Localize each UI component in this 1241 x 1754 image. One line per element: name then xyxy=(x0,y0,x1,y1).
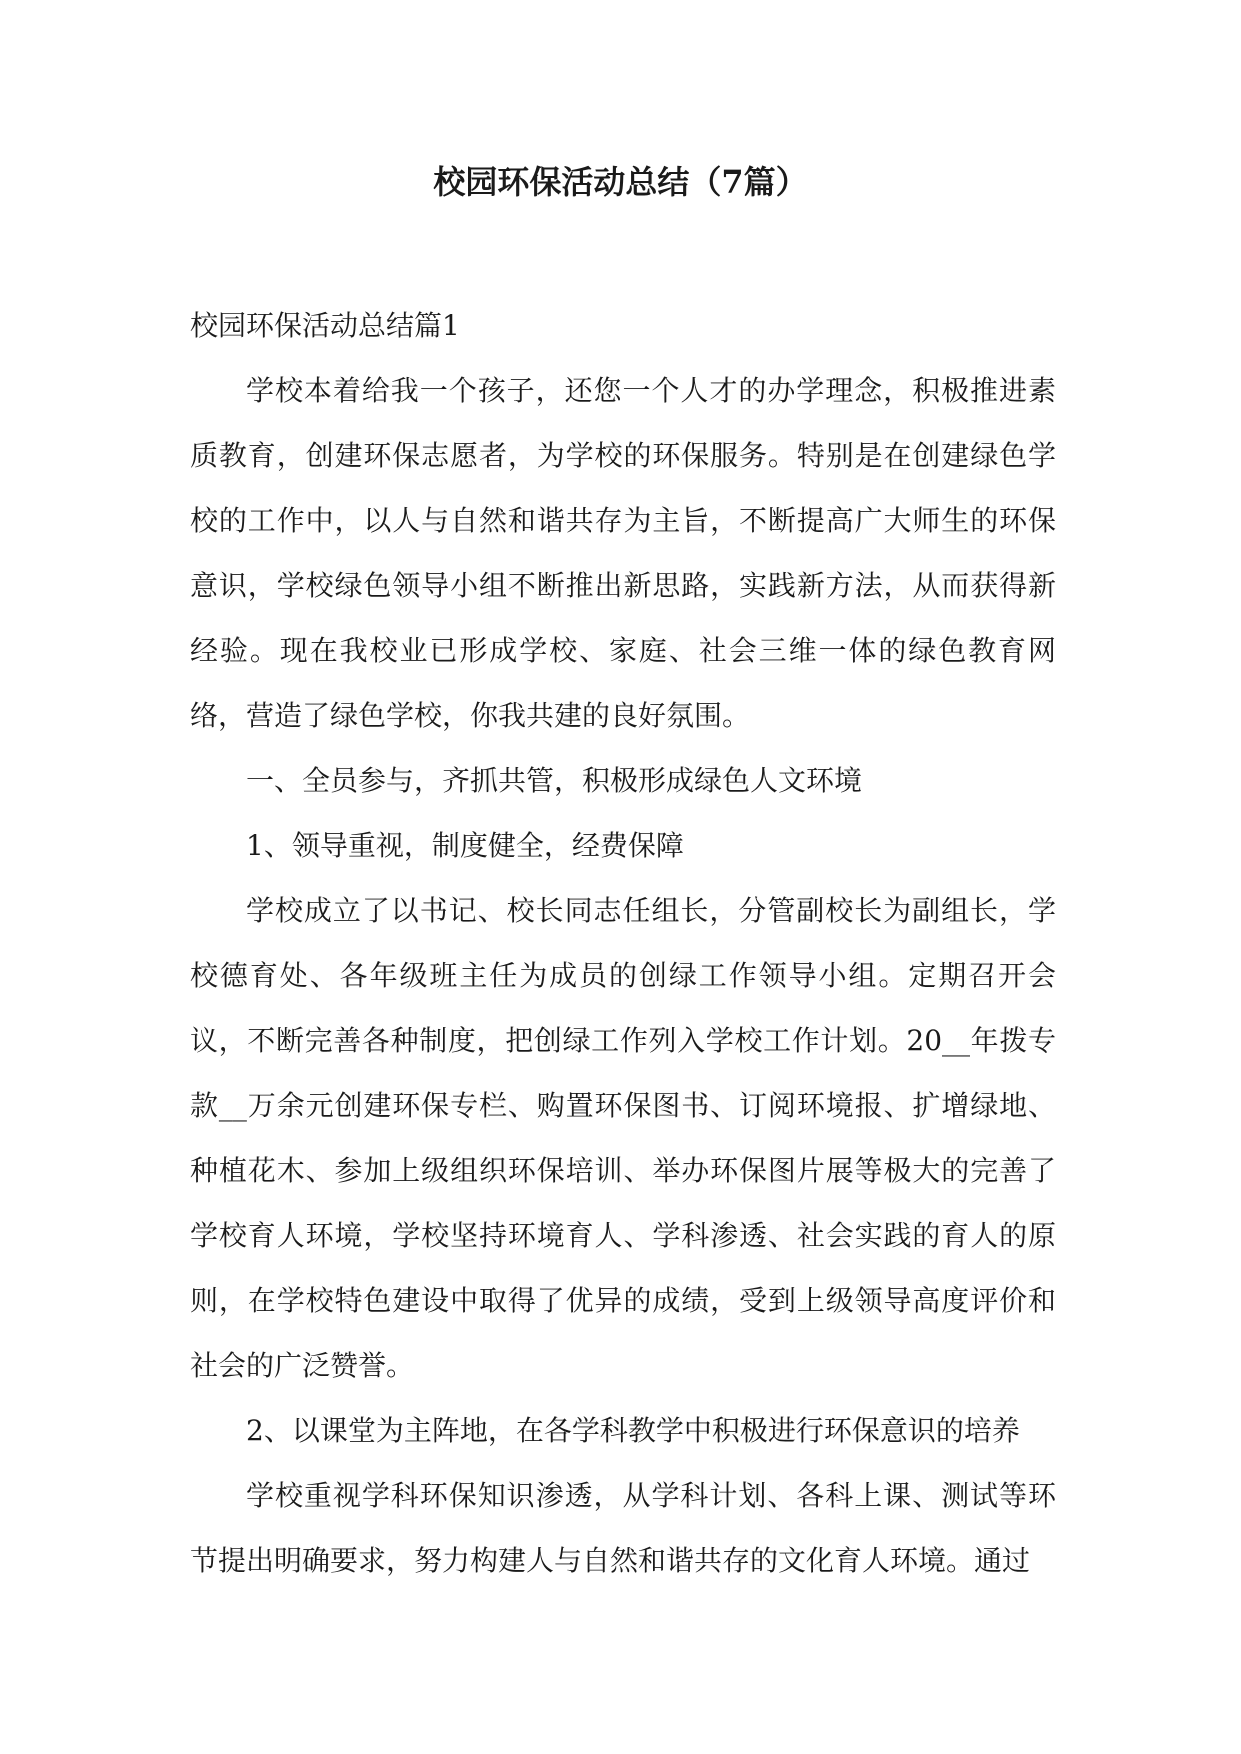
section-title: 校园环保活动总结篇1 xyxy=(190,309,460,342)
paragraph-leadership: 学校成立了以书记、校长同志任组长，分管副校长为副组长，学校德育处、各年级班主任为成员的创绿工作领导小组。定期召开会议，不断完善各种制度，把创绿工作列入学校工作计划。20__年拨专款__万余元创建环保专栏、购置环保图书、订阅环境报、扩增绿地、种植花木、参加上级组织环保培训、举办环保图片展等极大的完善了学校育人环境，学校坚持环境育人、学科渗透、社会实践的育人的原则，在学校特色建设中取得了优异的成绩，受到上级领导高度评价和社会的广泛赞誉。 xyxy=(190,894,1056,1382)
paragraph-curriculum: 学校重视学科环保知识渗透，从学科计划、各科上课、测试等环节提出明确要求，努力构建人与自然和谐共存的文化育人环境。通过 xyxy=(190,1479,1056,1577)
subheading-2: 2、以课堂为主阵地，在各学科教学中积极进行环保意识的培养 xyxy=(246,1414,1020,1447)
paragraph-intro: 学校本着给我一个孩子，还您一个人才的办学理念，积极推进素质教育，创建环保志愿者，为学校的环保服务。特别是在创建绿色学校的工作中，以人与自然和谐共存为主旨，不断提高广大师生的环保意识，学校绿色领导小组不断推出新思路，实践新方法，从而获得新经验。现在我校业已形成学校、家庭、社会三维一体的绿色教育网络，营造了绿色学校，你我共建的良好氛围。 xyxy=(190,374,1056,732)
document-title: 校园环保活动总结（7篇） xyxy=(433,163,808,201)
subheading-1: 1、领导重视，制度健全，经费保障 xyxy=(246,829,684,862)
document-body xyxy=(190,293,1056,1593)
heading-part-one: 一、全员参与，齐抓共管，积极形成绿色人文环境 xyxy=(246,764,863,797)
